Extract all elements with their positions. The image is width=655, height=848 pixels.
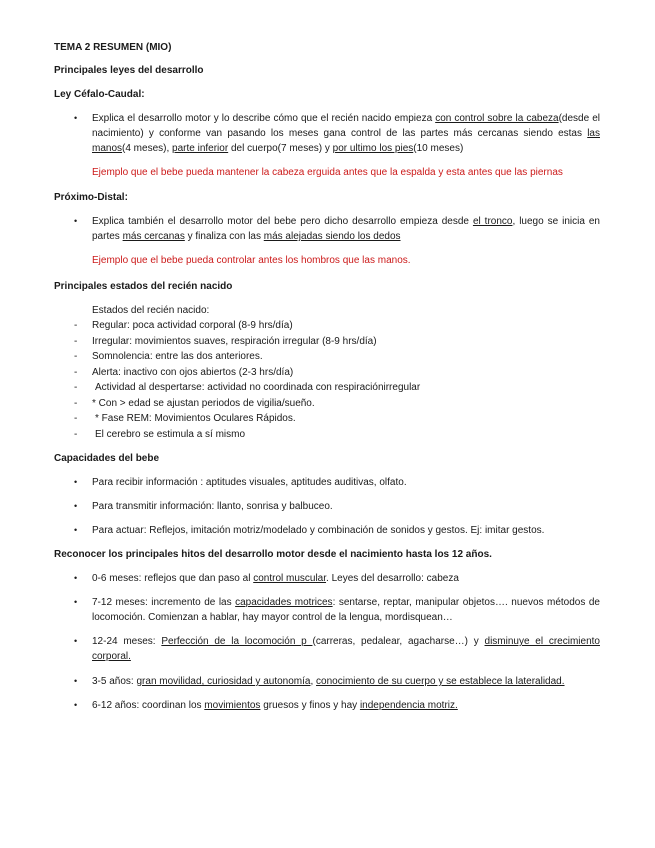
underlined-text: Perfección de la locomoción p <box>161 636 313 647</box>
proximo-distal-example: Ejemplo que el bebe pueda controlar antes los hombros que las manos. <box>92 255 411 266</box>
text-run: del cuerpo(7 meses) y <box>228 143 333 154</box>
text-run: 6-12 años: coordinan los <box>92 700 205 711</box>
estado-item: Irregular: movimientos suaves, respiración irregular (8-9 hrs/día) <box>92 336 377 347</box>
underlined-text: conocimiento de su cuerpo y se establece la lateralidad. <box>316 676 565 687</box>
text-run: 12-24 meses: <box>92 636 162 647</box>
estado-item: Alerta: inactivo con ojos abiertos (2-3 hrs/día) <box>92 367 294 378</box>
text-run: 7-12 meses: incremento de las <box>92 597 236 608</box>
cefalo-caudal-example: Ejemplo que el bebe pueda mantener la cabeza erguida antes que la espalda y esta antes que las piernas <box>92 167 563 178</box>
section-heading-hitos: Reconocer los principales hitos del desarrollo motor desde el nacimiento hasta los 12 años. <box>54 549 492 560</box>
dash-marker: - <box>74 413 78 424</box>
estado-item: El cerebro se estimula a sí mismo <box>95 429 246 440</box>
underlined-text: gran movilidad, curiosidad y autonomía <box>136 676 311 687</box>
underlined-text: disminuye el crecimiento corporal. <box>92 636 600 662</box>
text-run: 0-6 meses: reflejos que dan paso al <box>92 573 254 584</box>
dash-marker: - <box>74 398 78 409</box>
dash-marker: - <box>74 351 78 362</box>
proximo-distal-paragraph <box>92 214 600 244</box>
bullet-icon: • <box>74 573 78 583</box>
estado-item: Somnolencia: entre las dos anteriores. <box>92 351 263 362</box>
underlined-text: más cercanas <box>122 231 185 242</box>
text-run: (carreras, pedalear, agacharse…) y <box>312 636 485 647</box>
text-run: Explica el desarrollo motor y lo describe cómo que el recién nacido empieza <box>92 113 436 124</box>
section-heading-cefalo-caudal: Ley Céfalo-Caudal: <box>54 89 145 100</box>
bullet-icon: • <box>74 525 78 535</box>
dash-marker: - <box>74 336 78 347</box>
capacidad-item: Para recibir información : aptitudes visuales, aptitudes auditivas, olfato. <box>92 477 407 488</box>
bullet-icon: • <box>74 113 78 123</box>
estado-item: * Fase REM: Movimientos Oculares Rápidos. <box>95 413 296 424</box>
hito-item <box>92 634 600 664</box>
text-run: (desde el nacimiento) y conforme van pasando los meses gana control de las partes más cercanas siendo estas <box>92 113 601 139</box>
text-run: Explica también el desarrollo motor del bebe pero dicho desarrollo empieza desde <box>92 216 473 227</box>
text-run: gruesos y finos y hay <box>260 700 360 711</box>
document-title: TEMA 2 RESUMEN (MIO) <box>54 42 172 53</box>
text-run: , luego se inicia en partes <box>92 216 600 242</box>
bullet-icon: • <box>74 636 78 646</box>
bullet-icon: • <box>74 597 78 607</box>
text-run: , <box>310 676 317 687</box>
estado-item: Regular: poca actividad corporal (8-9 hrs/día) <box>92 320 293 331</box>
underlined-text: el tronco <box>472 216 513 227</box>
estados-intro: Estados del recién nacido: <box>92 305 210 316</box>
underlined-text: capacidades motrices <box>235 597 333 608</box>
text-run: (4 meses), <box>122 143 173 154</box>
dash-marker: - <box>74 382 78 393</box>
section-heading-proximo-distal: Próximo-Distal: <box>54 192 128 203</box>
text-run: y finaliza con las <box>184 231 264 242</box>
underlined-text: movimientos <box>204 700 261 711</box>
hito-item <box>92 698 600 713</box>
underlined-text: las manos <box>92 128 600 154</box>
section-heading-estados: Principales estados del recién nacido <box>54 281 233 292</box>
bullet-icon: • <box>74 477 78 487</box>
underlined-text: por ultimo los pies <box>332 143 414 154</box>
text-run: 3-5 años: <box>92 676 137 687</box>
bullet-icon: • <box>74 676 78 686</box>
capacidad-item: Para actuar: Reflejos, imitación motriz/modelado y combinación de sonidos y gestos. Ej: imitar gestos. <box>92 525 545 536</box>
estado-item: Actividad al despertarse: actividad no coordinada con respiraciónirregular <box>95 382 421 393</box>
bullet-icon: • <box>74 501 78 511</box>
dash-marker: - <box>74 367 78 378</box>
hito-item <box>92 571 600 586</box>
cefalo-caudal-paragraph <box>92 111 600 156</box>
bullet-icon: • <box>74 700 78 710</box>
text-run: (10 meses) <box>413 143 464 154</box>
underlined-text: independencia motriz. <box>359 700 458 711</box>
text-run: : sentarse, reptar, manipular objetos…. nuevos métodos de locomoción. Comienzan a hablar, hay mayor control de la lengua, mordisquean… <box>92 597 600 623</box>
underlined-text: parte inferior <box>172 143 229 154</box>
hito-item <box>92 674 600 689</box>
text-run: . Leyes del desarrollo: cabeza <box>326 573 459 584</box>
underlined-text: control muscular <box>253 573 327 584</box>
hito-item <box>92 595 600 625</box>
section-heading-leyes: Principales leyes del desarrollo <box>54 65 204 76</box>
underlined-text: con control sobre la cabeza <box>435 113 559 124</box>
section-heading-capacidades: Capacidades del bebe <box>54 453 160 464</box>
capacidad-item: Para transmitir información: llanto, sonrisa y balbuceo. <box>92 501 333 512</box>
dash-marker: - <box>74 320 78 331</box>
underlined-text: más alejadas siendo los dedos <box>263 231 401 242</box>
bullet-icon: • <box>74 216 78 226</box>
dash-marker: - <box>74 429 78 440</box>
estado-item: * Con > edad se ajustan periodos de vigilia/sueño. <box>92 398 315 409</box>
